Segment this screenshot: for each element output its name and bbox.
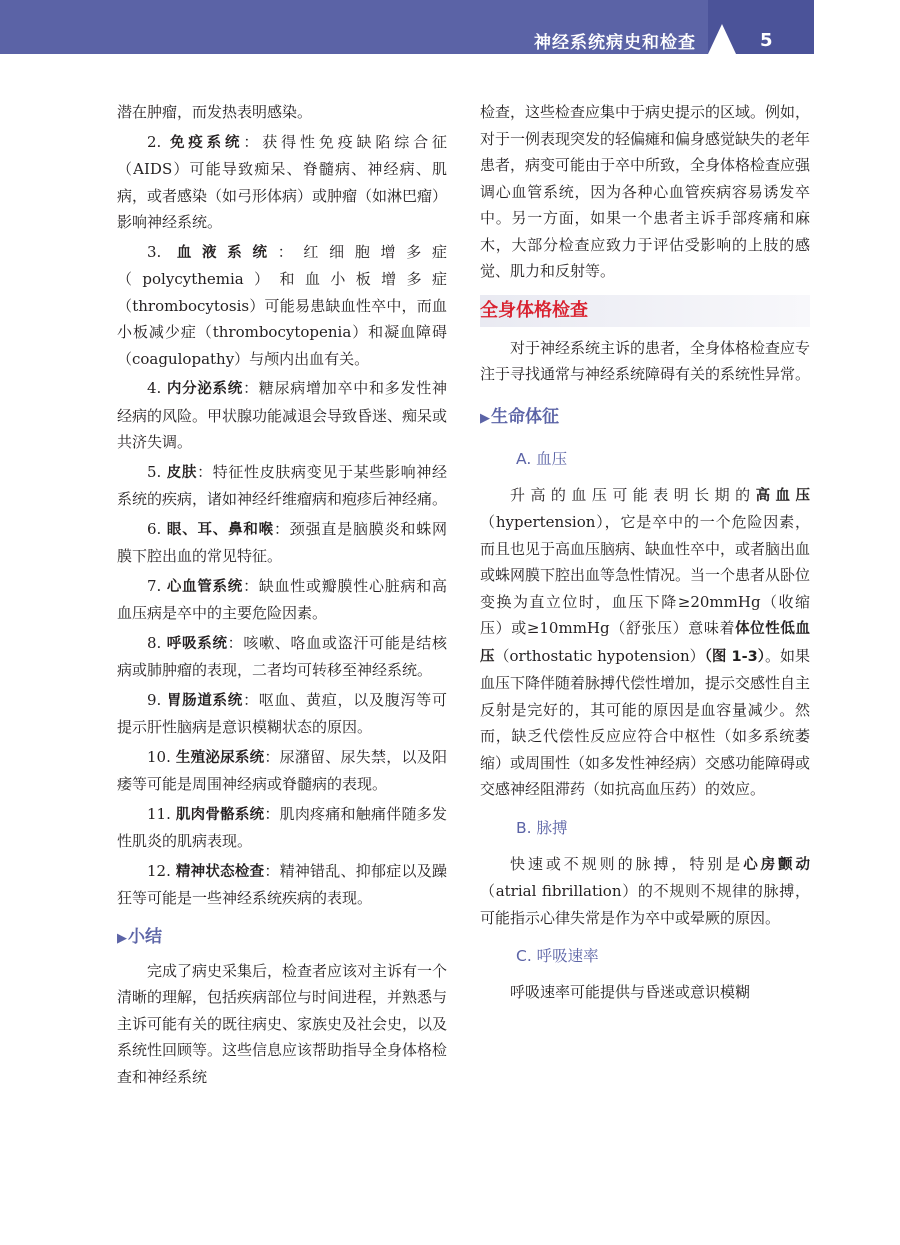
- system-review-item: 5. 皮肤：特征性皮肤病变见于某些影响神经系统的疾病，诸如神经纤维瘤病和疱疹后神经痛。: [117, 462, 448, 508]
- system-review-item: 10. 生殖泌尿系统：尿潴留、尿失禁，以及阳痿等可能是周围神经病或脊髓病的表现。: [117, 747, 447, 793]
- system-review-item: 2. 免疫系统：获得性免疫缺陷综合征（AIDS）可能导致痴呆、脊髓病、神经病、肌病，或者感染（如弓形体病）或肿瘤（如淋巴瘤）影响神经系统。: [117, 132, 448, 231]
- summary-heading: ▶小结: [117, 926, 162, 947]
- system-review-item: 6. 眼、耳、鼻和喉：颈强直是脑膜炎和蛛网膜下腔出血的常见特征。: [117, 519, 447, 565]
- running-title: 神经系统病史和检查: [534, 33, 696, 53]
- section-title: 全身体格检查: [480, 295, 810, 327]
- right-column: [480, 99, 810, 1006]
- review-of-systems-list: [117, 129, 447, 912]
- system-review-item: 4. 内分泌系统：糖尿病增加卒中和多发性神经病的风险。甲状腺功能减退会导致昏迷、痴呆或共济失调。: [117, 379, 448, 451]
- vitals-heading: ▶生命体征: [480, 406, 559, 427]
- item-label: 精神状态检查: [175, 863, 265, 880]
- blood-pressure-heading: A. 血压: [516, 449, 568, 468]
- paragraph: 潜在肿瘤，而发热表明感染。: [117, 103, 313, 121]
- item-label: 内分泌系统: [166, 381, 244, 397]
- summary-paragraph: 完成了病史采集后，检查者应该对主诉有一个清晰的理解，包括疾病部位与时间进程，并熟悉与主诉可能有关的既往病史、家族史及社会史，以及系统性回顾等。这些信息应该帮助指导全身体格检查和神经系统: [117, 961, 448, 1086]
- blood-pressure-paragraph: 升高的血压可能表明长期的高血压（hypertension），它是卒中的一个危险因素，而且也见于高血压脑病、缺血性卒中，或者脑出血或蛛网膜下腔出血等急性情况。当一个患者从卧位变换为直立位时，血压下降≥20mmHg（收缩压）或≥10mmHg（舒张压）意味着体位性低血压（orthostatic hypotension）（图 1-3）。如果血压下降伴随着脉搏代偿性增加，提示交感性自主反射是完好的，其可能的原因是血容量减少。然而，缺乏代偿性反应应符合中枢性（如多系统萎缩）或周围性（如多发性神经病）交感功能障碍或交感神经阻滞药（如抗高血压药）的效应。: [480, 485, 811, 798]
- triangle-bullet-icon: ▶: [480, 410, 490, 426]
- figure-reference: （图 1-3）: [704, 648, 765, 665]
- item-label: 血液系统: [176, 244, 278, 261]
- paragraph: 对于神经系统主诉的患者，全身体格检查应专注于寻找通常与神经系统障碍有关的系统性异常。: [480, 338, 811, 383]
- pulse-paragraph: 快速或不规则的脉搏，特别是心房颤动（atrial fibrillation）的不规则不规律的脉搏，可能指示心律失常是作为卒中或晕厥的原因。: [480, 854, 810, 927]
- item-label: 胃肠道系统: [166, 692, 244, 709]
- item-label: 心血管系统: [166, 578, 244, 595]
- item-label: 肌肉骨骼系统: [175, 806, 265, 823]
- item-label: 皮肤: [166, 464, 198, 481]
- system-review-item: 12. 精神状态检查：精神错乱、抑郁症以及躁狂等可能是一些神经系统疾病的表现。: [117, 861, 447, 907]
- left-column: [117, 99, 447, 1090]
- system-review-item: 11. 肌肉骨骼系统：肌肉疼痛和触痛伴随多发性肌炎的肌病表现。: [117, 804, 447, 850]
- system-review-item: 3. 血液系统：红细胞增多症（polycythemia）和血小板增多症（thrombocytosis）可能易患缺血性卒中，而血小板减少症（thrombocytopenia）和凝血障碍（coagulopathy）与颅内出血有关。: [117, 242, 447, 368]
- paragraph: 检查，这些检查应集中于病史提示的区域。例如，对于一例表现突发的轻偏瘫和偏身感觉缺失的老年患者，病变可能由于卒中所致，全身体格检查应强调心血管系统，因为各种心血管疾病容易诱发卒中。另一方面，如果一个患者主诉手部疼痛和麻木，大部分检查应致力于评估受影响的上肢的感觉、肌力和反射等。: [480, 103, 811, 280]
- triangle-bullet-icon: ▶: [117, 930, 127, 946]
- pulse-heading: B. 脉搏: [516, 818, 568, 837]
- item-label: 呼吸系统: [166, 635, 228, 652]
- item-label: 生殖泌尿系统: [175, 749, 265, 766]
- respiration-paragraph: 呼吸速率可能提供与昏迷或意识模糊: [510, 983, 751, 1001]
- header-bar: [0, 0, 708, 54]
- item-label: 眼、耳、鼻和喉: [166, 521, 274, 538]
- system-review-item: 9. 胃肠道系统：呕血、黄疸，以及腹泻等可提示肝性脑病是意识模糊状态的原因。: [117, 690, 447, 736]
- respiration-heading: C. 呼吸速率: [516, 947, 599, 965]
- item-label: 免疫系统: [169, 134, 244, 151]
- system-review-item: 7. 心血管系统：缺血性或瓣膜性心脏病和高血压病是卒中的主要危险因素。: [117, 576, 447, 622]
- system-review-item: 8. 呼吸系统：咳嗽、咯血或盗汗可能是结核病或肺肿瘤的表现，二者均可转移至神经系统。: [117, 633, 447, 679]
- header-notch-decoration: [708, 24, 736, 54]
- page-number: 5: [760, 30, 773, 51]
